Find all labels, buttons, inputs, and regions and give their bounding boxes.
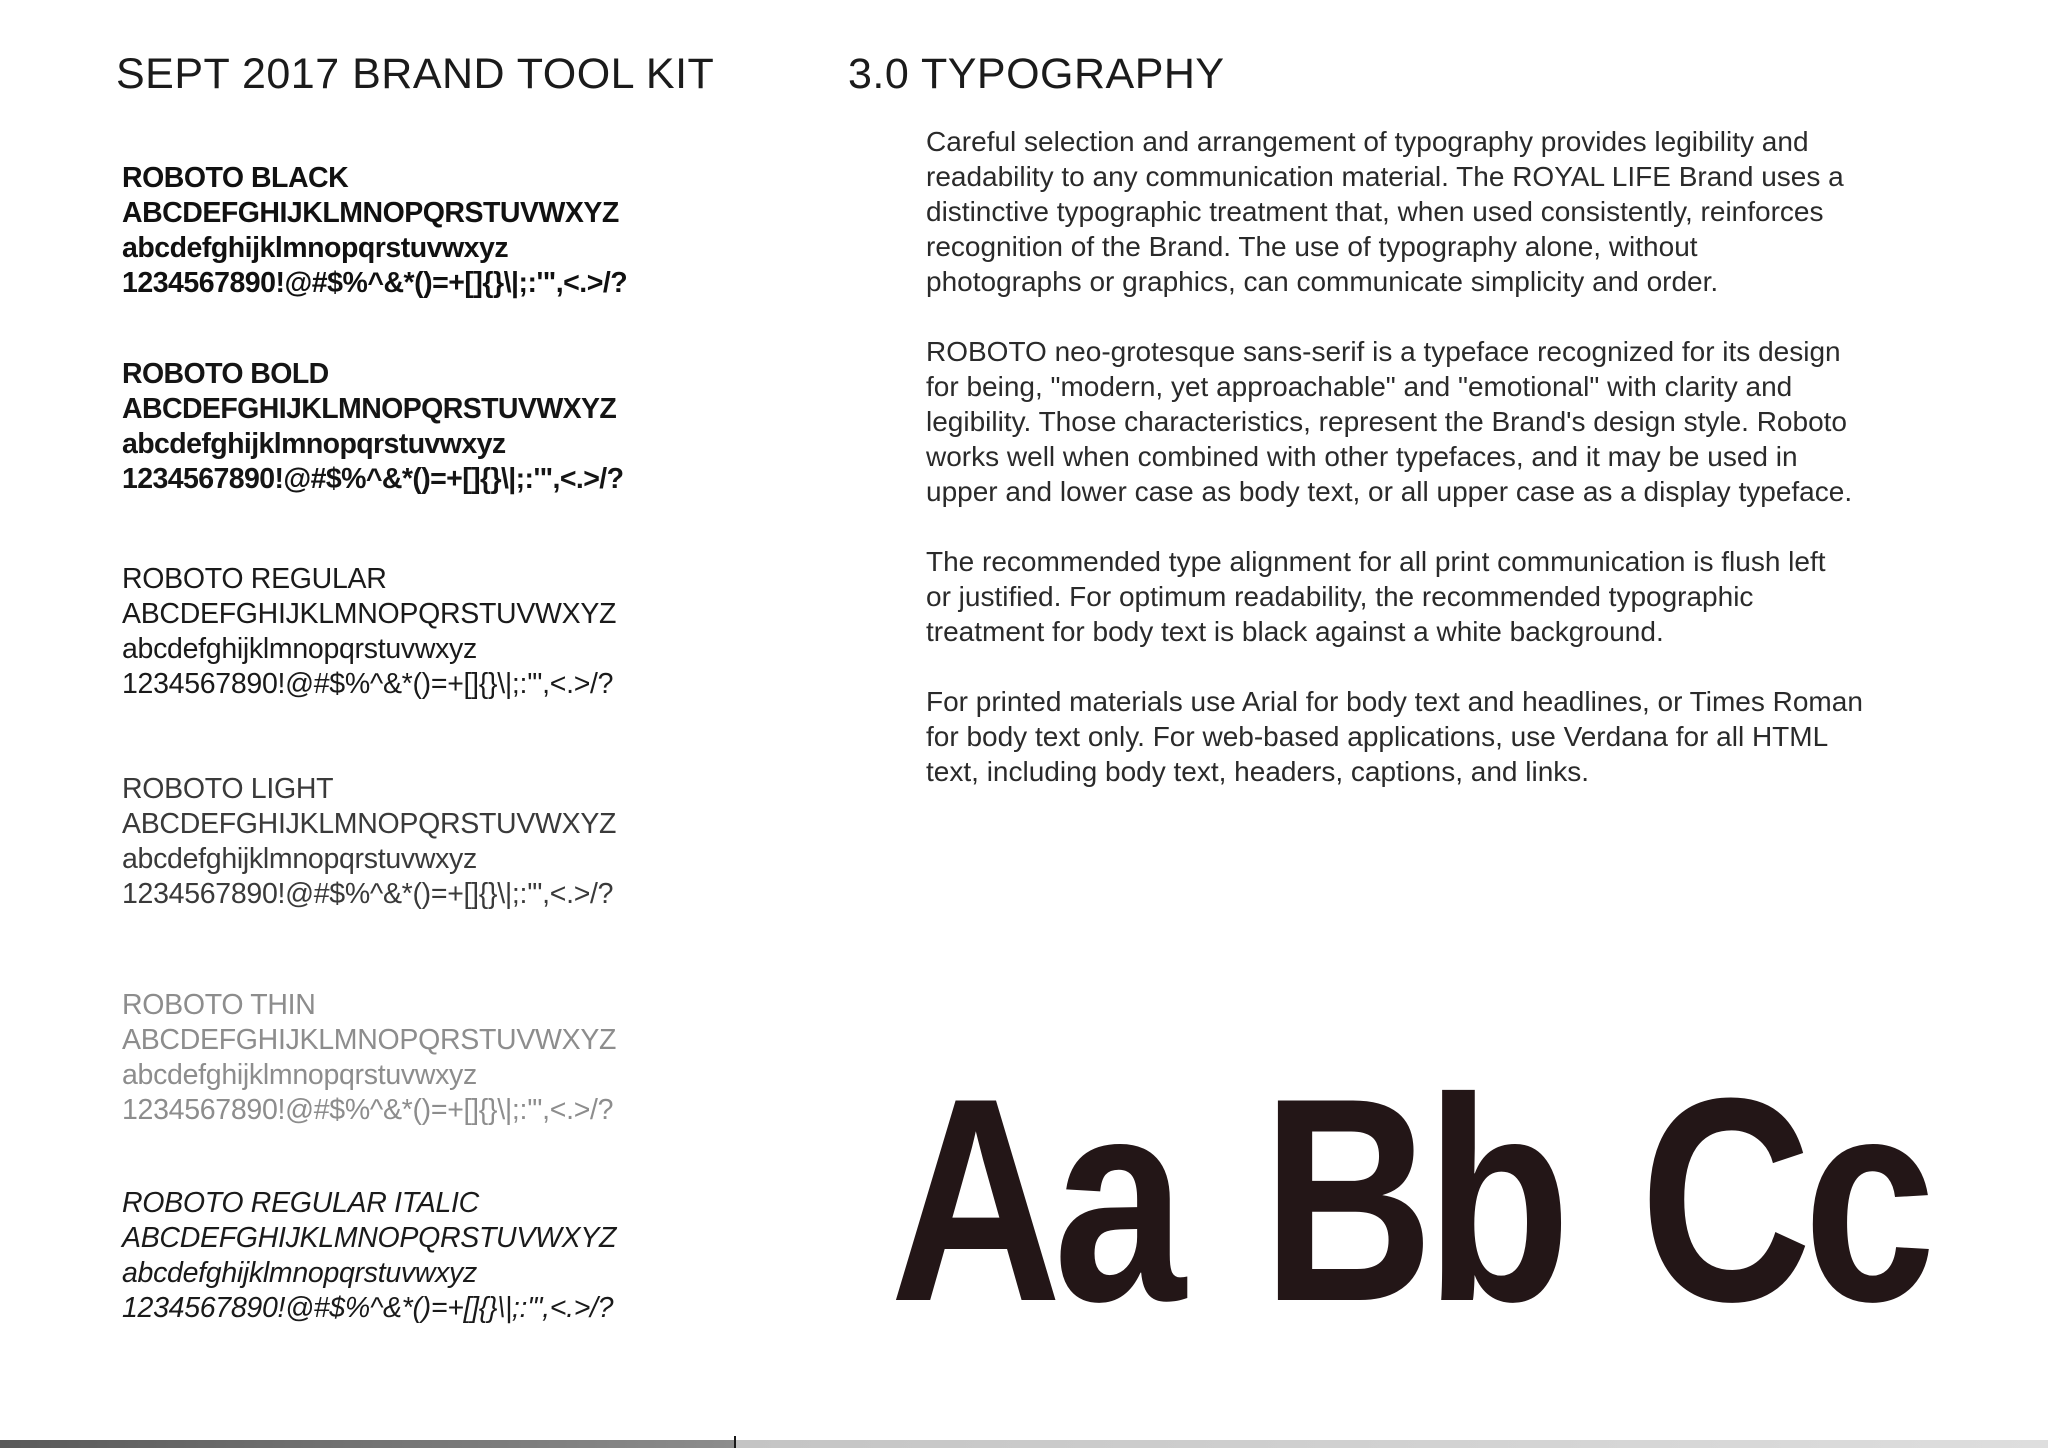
specimen-symbols: 1234567890!@#$%^&*()=+[]{}\|;:'",<.>/?: [122, 463, 624, 495]
specimen-name: ROBOTO THIN: [122, 989, 316, 1021]
paragraph-fonts: For printed materials use Arial for body text and headlines, or Times Roman for body text only. For web-based applications, use Verdana for all HTML text, including body text, headers, captions, and links.: [926, 686, 1863, 787]
specimen-lowercase: abcdefghijklmnopqrstuvwxyz: [122, 428, 506, 460]
specimen-lowercase: abcdefghijklmnopqrstuvwxyz: [122, 843, 477, 875]
specimen-uppercase: ABCDEFGHIJKLMNOPQRSTUVWXYZ: [122, 1222, 617, 1254]
hero-letters-bb: Bb: [1262, 1038, 1563, 1362]
specimen-symbols: 1234567890!@#$%^&*()=+[]{}\|;:'",<.>/?: [122, 1094, 614, 1126]
specimen-roboto-light: [122, 772, 616, 912]
specimen-lowercase: abcdefghijklmnopqrstuvwxyz: [122, 1257, 477, 1289]
footer-bar-left: [0, 1440, 734, 1448]
specimen-symbols: 1234567890!@#$%^&*()=+[]{}\|;:'",<.>/?: [122, 1292, 614, 1324]
paragraph-alignment: The recommended type alignment for all print communication is flush left or justified. For optimum readability, the recommended typographic treatment for body text is black against a white background.: [926, 546, 1826, 647]
specimen-roboto-regular-italic: [122, 1186, 616, 1326]
specimen-roboto-bold: [122, 357, 623, 497]
specimen-symbols: 1234567890!@#$%^&*()=+[]{}\|;:'",<.>/?: [122, 668, 614, 700]
specimen-lowercase: abcdefghijklmnopqrstuvwxyz: [122, 232, 509, 264]
specimen-name: ROBOTO REGULAR: [122, 563, 387, 595]
specimen-uppercase: ABCDEFGHIJKLMNOPQRSTUVWXYZ: [122, 598, 617, 630]
specimen-uppercase: ABCDEFGHIJKLMNOPQRSTUVWXYZ: [122, 393, 617, 425]
specimen-uppercase: ABCDEFGHIJKLMNOPQRSTUVWXYZ: [122, 808, 617, 840]
hero-letters-aa: Aa: [890, 1038, 1178, 1362]
footer-bar-right: [736, 1440, 2048, 1448]
specimen-lowercase: abcdefghijklmnopqrstuvwxyz: [122, 1059, 477, 1091]
specimen-uppercase: ABCDEFGHIJKLMNOPQRSTUVWXYZ: [122, 1024, 617, 1056]
specimen-name: ROBOTO LIGHT: [122, 773, 334, 805]
specimen-name: ROBOTO BLACK: [122, 162, 349, 194]
specimen-uppercase: ABCDEFGHIJKLMNOPQRSTUVWXYZ: [122, 197, 619, 229]
typography-body-copy: [926, 124, 1926, 824]
specimen-name: ROBOTO BOLD: [122, 358, 329, 390]
specimen-roboto-thin: [122, 988, 616, 1128]
specimen-symbols: 1234567890!@#$%^&*()=+[]{}\|;:'",<.>/?: [122, 878, 614, 910]
specimen-symbols: 1234567890!@#$%^&*()=+[]{}\|;:'",<.>/?: [122, 267, 628, 299]
paragraph-intro: Careful selection and arrangement of typography provides legibility and readability to any communication material. The ROYAL LIFE Brand uses a distinctive typographic treatment that, when used consistently, reinforces recognition of the Brand. The use of typography alone, without photographs or graphics, can communicate simplicity and order.: [926, 126, 1844, 297]
hero-letters-cc: Cc: [1640, 1038, 1928, 1362]
specimen-roboto-black: [122, 161, 627, 301]
specimen-name: ROBOTO REGULAR ITALIC: [122, 1187, 479, 1219]
section-title: 3.0 TYPOGRAPHY: [848, 50, 1225, 98]
paragraph-roboto: ROBOTO neo-grotesque sans-serif is a typeface recognized for its design for being, "modern, yet approachable" and "emotional" with clarity and legibility. Those characteristics, represent the Brand's design style. Roboto works well when combined with other typefaces, and it may be used in upper and lower case as body text, or all upper case as a display typeface.: [926, 336, 1853, 507]
specimen-lowercase: abcdefghijklmnopqrstuvwxyz: [122, 633, 477, 665]
page-header-left: SEPT 2017 BRAND TOOL KIT: [116, 50, 715, 98]
specimen-roboto-regular: [122, 562, 616, 702]
